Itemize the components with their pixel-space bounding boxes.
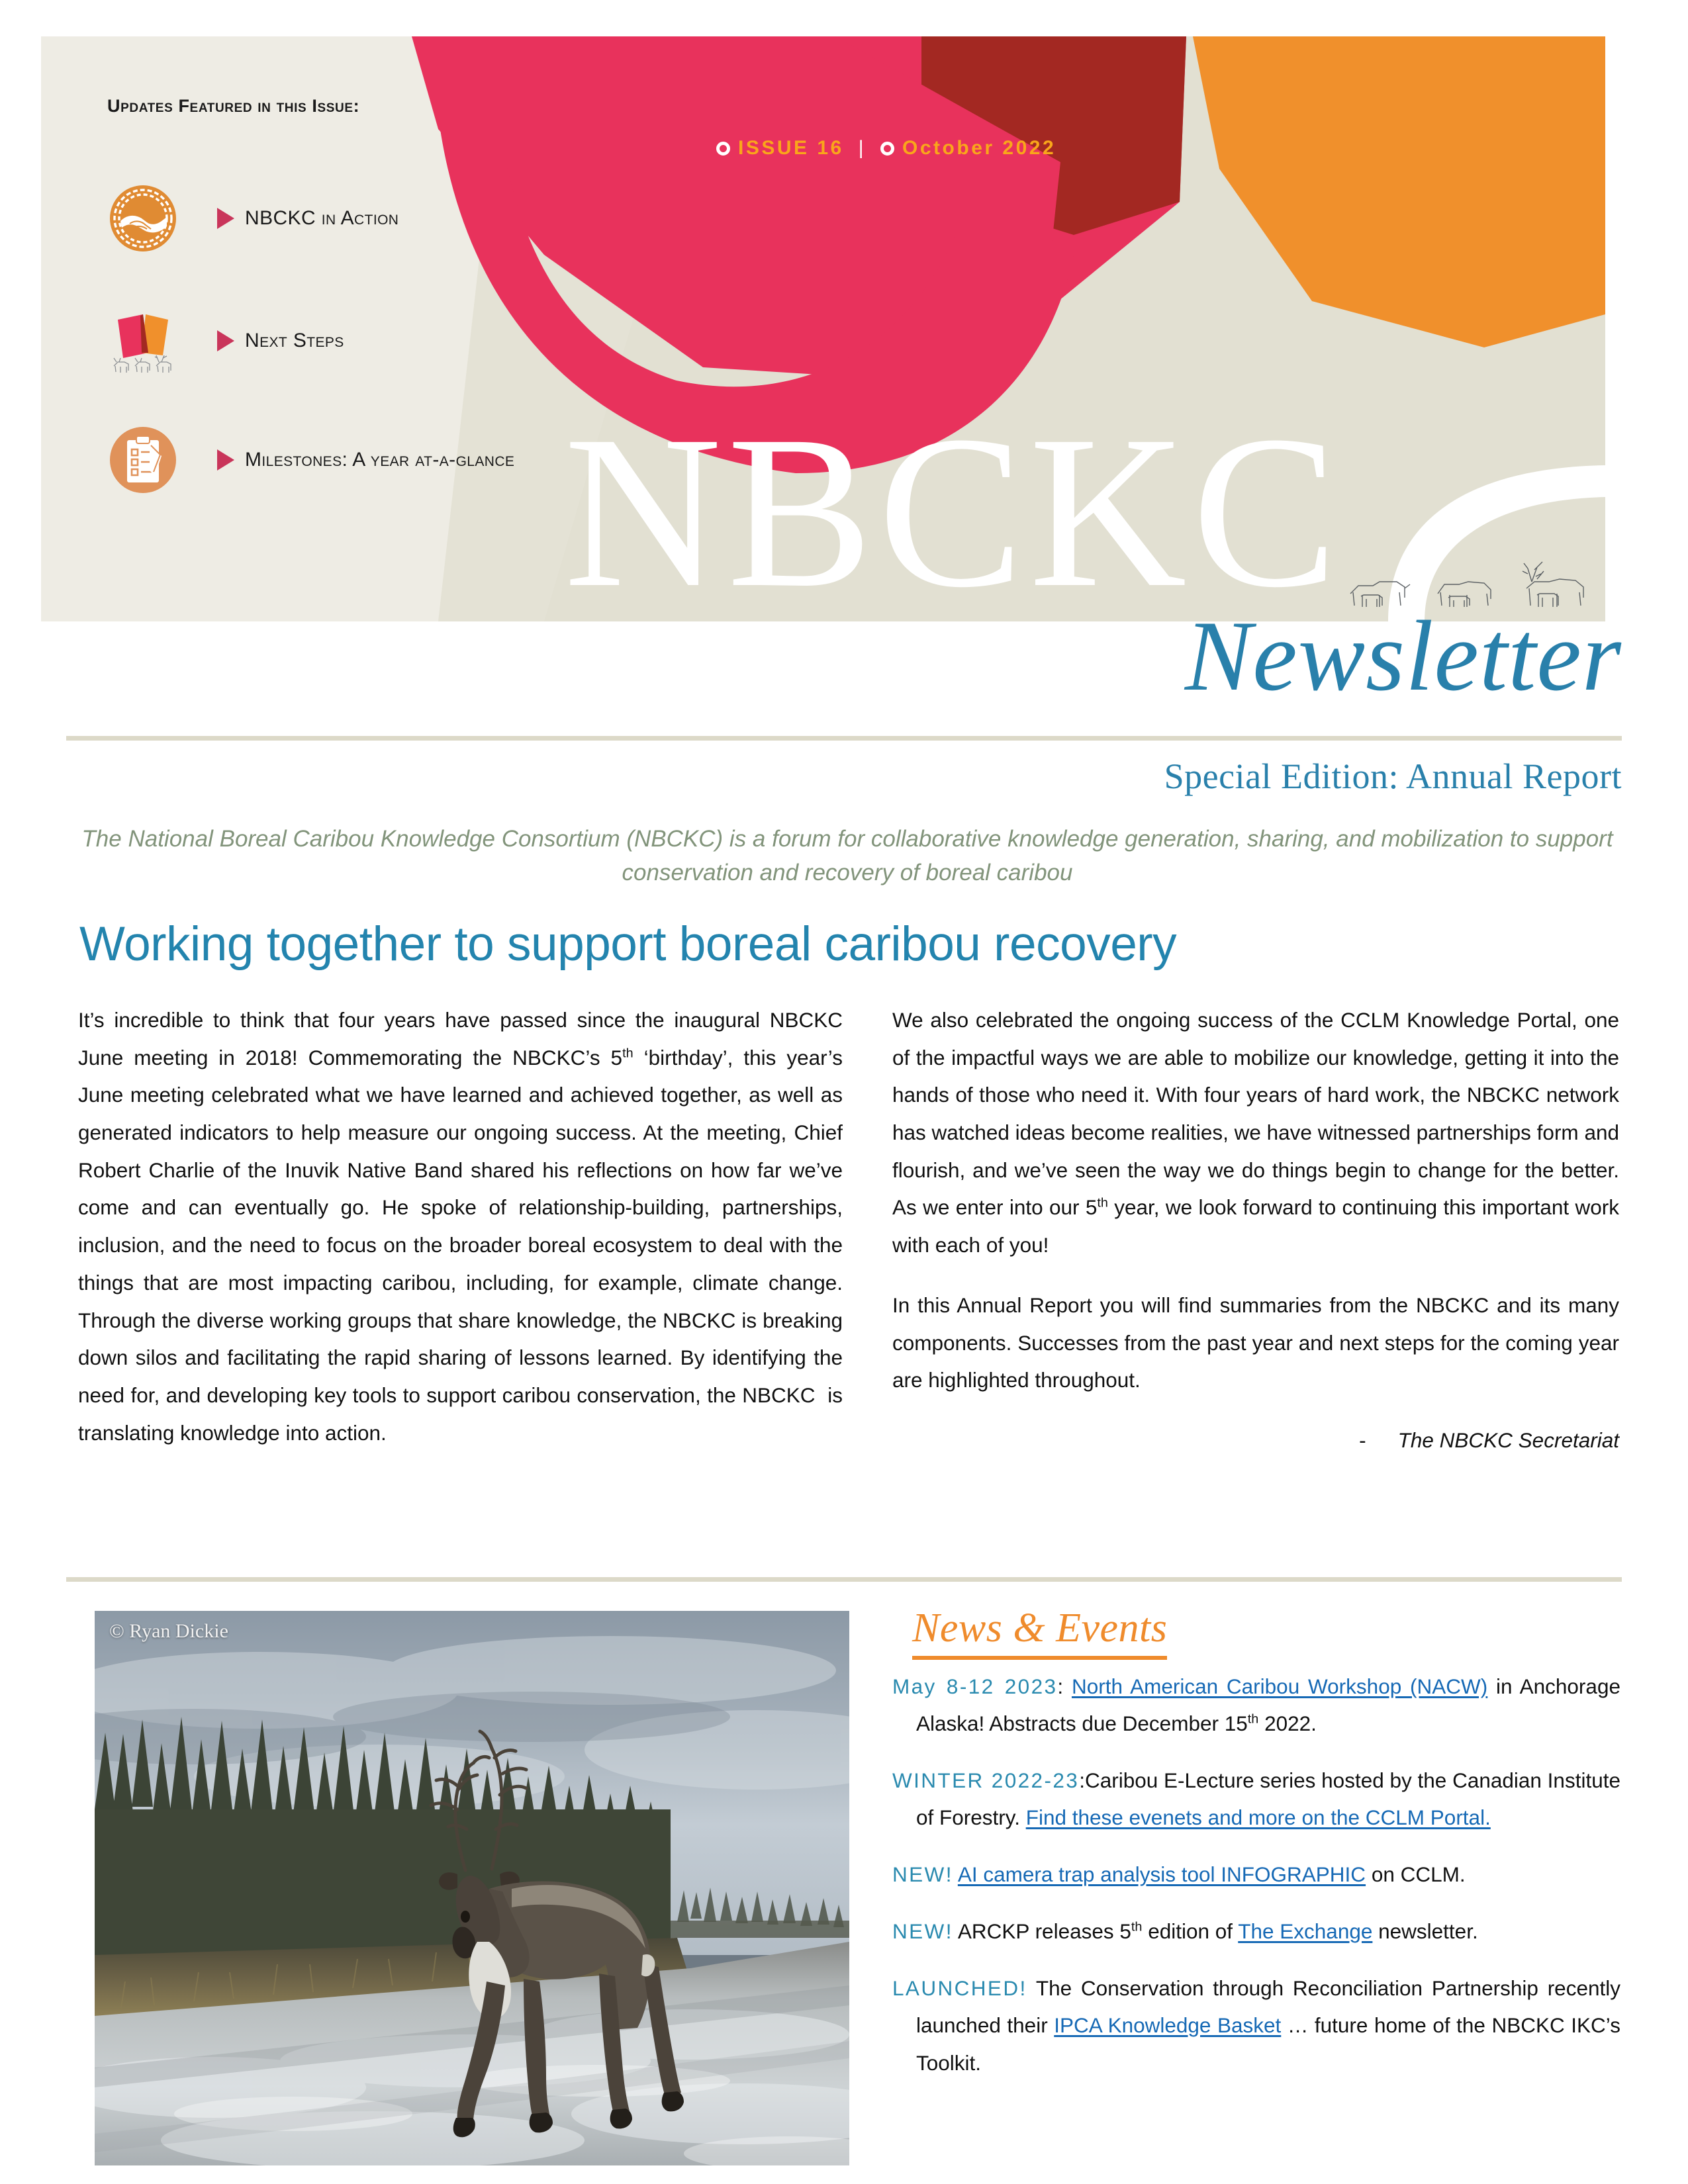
newsletter-title: Newsletter — [1184, 600, 1622, 711]
news-date: May 8-12 2023 — [892, 1674, 1058, 1698]
news-link[interactable]: The Exchange — [1238, 1919, 1373, 1944]
news-text: newsletter. — [1372, 1919, 1478, 1944]
news-date: NEW! — [892, 1862, 953, 1887]
feature-item-next-steps[interactable] — [107, 301, 597, 381]
feature-label: Milestones: A year at-a-glance — [245, 449, 515, 471]
feature-arrow-icon — [217, 208, 234, 229]
issue-separator: | — [858, 137, 867, 159]
news-text: edition of — [1142, 1919, 1239, 1944]
news-item — [892, 1970, 1620, 2081]
news-link[interactable]: IPCA Knowledge Basket — [1054, 2013, 1282, 2038]
news-item — [892, 1762, 1620, 1836]
date-bullet-icon — [880, 142, 894, 156]
news-text: on CCLM. — [1366, 1862, 1466, 1887]
news-date: LAUNCHED! — [892, 1976, 1027, 2001]
news-tail: 2022. — [1258, 1711, 1317, 1736]
signature-name: The NBCKC Secretariat — [1397, 1428, 1619, 1452]
issue-date: October 2022 — [902, 137, 1056, 159]
article-signature — [892, 1422, 1619, 1459]
news-link[interactable]: North American Caribou Workshop (NACW) — [1071, 1674, 1488, 1698]
feature-item-milestones[interactable] — [107, 420, 597, 500]
news-link[interactable]: Find these evenets and more on the CCLM Portal. — [1025, 1805, 1491, 1830]
article-column-right — [892, 1001, 1619, 1459]
handshake-icon — [107, 183, 179, 254]
news-item — [892, 1668, 1620, 1742]
news-text: in Anchorage Alaska! Abstracts due December 15 — [916, 1674, 1620, 1736]
clipboard-checklist-icon — [107, 424, 179, 496]
news-text: Caribou E-Lecture series hosted by the Canadian Institute of Forestry. — [916, 1768, 1620, 1830]
news-text — [953, 1862, 958, 1886]
updates-featured-title: Updates Featured in this Issue: — [107, 96, 360, 116]
issue-number: ISSUE 16 — [738, 137, 844, 159]
caribou-photo — [95, 1611, 849, 2165]
paragraph: It’s incredible to think that four years have passed since the inaugural NBCKC June meeting in 2018! Commemorating the NBCKC’s 5th ‘birthday’, this year’s June meeting celebrated what we have learned and achieved together, as well as generated indicators to help measure our ongoing success. At the meeting, Chief Robert Charlie of the Inuvik Native Band shared his reflections on how far we’ve come and can eventually go. He spoke of relationship-building, partnerships, inclusion, and the need to focus on the broader boreal ecosystem to deal with the things that are most impacting caribou, including, for example, climate change. Through the diverse working groups that share knowledge, the NBCKC is breaking down silos and facilitating the rapid sharing of lessons learned. By identifying the need for, and developing key tools to support caribou conservation, the NBCKC is translating knowledge into action. — [78, 1008, 843, 1445]
news-sup: th — [1247, 1711, 1259, 1727]
news-item — [892, 1856, 1620, 1893]
news-item — [892, 1913, 1620, 1950]
news-text: The Conservation through Reconciliation Partnership recently launched their — [916, 1976, 1620, 2038]
news-date-suffix: : — [1057, 1674, 1064, 1698]
feature-arrow-icon — [217, 330, 234, 351]
article-headline: Working together to support boreal caribou recovery — [79, 917, 1177, 971]
title-divider — [66, 736, 1622, 741]
news-text: ARCKP releases 5 — [953, 1919, 1131, 1944]
nbckc-wordmark: NBCKC — [564, 391, 1343, 621]
news-date-suffix: : — [1079, 1768, 1085, 1793]
feature-label: Next Steps — [245, 330, 344, 351]
issue-bullet-icon — [716, 142, 730, 156]
news-events-heading: News & Events — [912, 1605, 1167, 1660]
issue-date-line — [716, 137, 1056, 159]
news-events-list — [892, 1668, 1620, 2081]
news-date: WINTER 2022-23 — [892, 1768, 1080, 1793]
special-edition-subtitle: Special Edition: Annual Report — [1164, 756, 1622, 796]
paragraph: In this Annual Report you will find summaries from the NBCKC and its many components. Successes from the past year and next steps for the coming year are highlighted throughout. — [892, 1293, 1619, 1392]
signature-dash: - — [1359, 1428, 1366, 1452]
news-link[interactable]: AI camera trap analysis tool INFOGRAPHIC — [957, 1862, 1366, 1887]
mission-statement: The National Boreal Caribou Knowledge Consortium (NBCKC) is a forum for collaborative knowledge generation, sharing, and mobilization to support conservation and recovery of boreal caribou — [81, 826, 1613, 886]
article-column-left — [78, 1001, 843, 1474]
news-date: NEW! — [892, 1919, 953, 1944]
photo-credit: © Ryan Dickie — [109, 1620, 228, 1642]
feature-item-nbckc-in-action[interactable] — [107, 179, 597, 258]
lower-divider — [66, 1577, 1622, 1582]
news-sup: th — [1131, 1919, 1143, 1934]
caribou-cards-icon — [107, 305, 179, 377]
feature-arrow-icon — [217, 449, 234, 471]
paragraph: We also celebrated the ongoing success of the CCLM Knowledge Portal, one of the impactful ways we are able to mobilize our knowledge, getting it into the hands of those who need it. With four years of hard work, the NBCKC network has watched ideas become realities, we have witnessed partnerships form and flourish, and we’ve seen the way we do things begin to change for the better. As we enter into our 5th year, we look forward to continuing this important work with each of you! — [892, 1008, 1620, 1257]
feature-label: NBCKC in Action — [245, 207, 399, 229]
masthead — [41, 36, 1605, 621]
news-text: … future home of the NBCKC IKC’s Toolkit. — [916, 2013, 1620, 2075]
